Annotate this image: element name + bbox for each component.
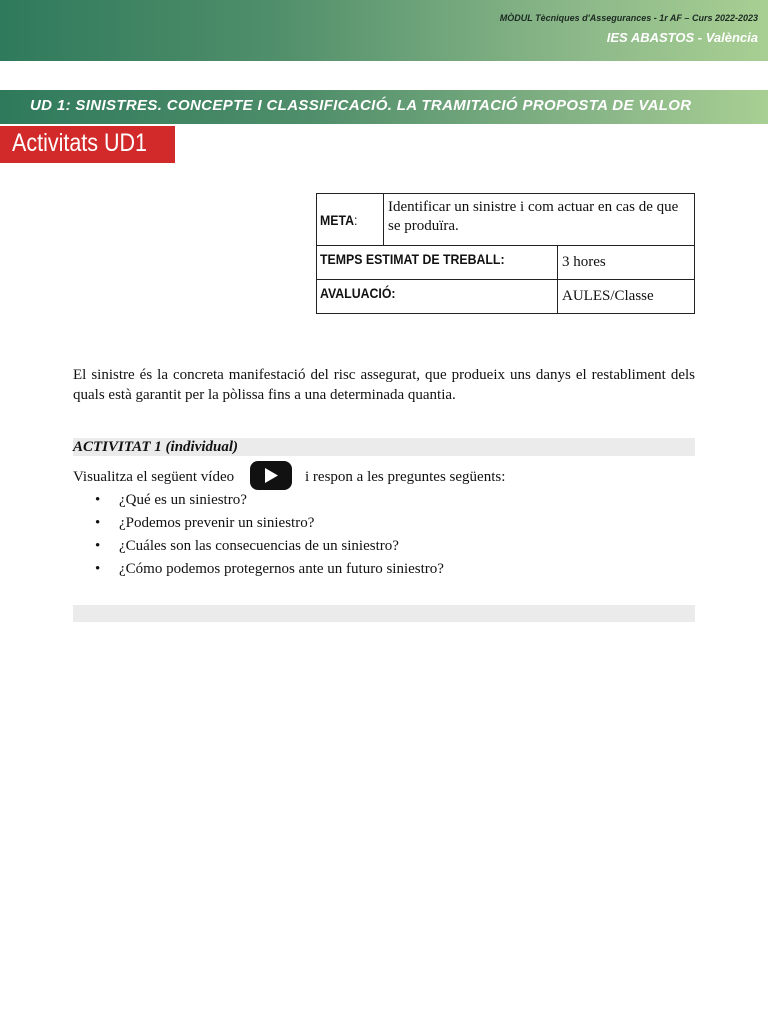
time-row xyxy=(317,246,695,280)
question-text: ¿Cuáles son las consecuencias de un siniestro? xyxy=(119,538,399,554)
unit-banner xyxy=(0,90,768,124)
bullet: • xyxy=(95,515,101,531)
meta-colon: : xyxy=(353,211,358,228)
question-text: ¿Cómo podemos protegernos ante un futuro siniestro? xyxy=(119,561,444,577)
time-label: TEMPS ESTIMAT DE TREBALL: xyxy=(320,251,505,267)
activities-tab-label: Activitats UD1 xyxy=(12,129,148,157)
meta-label-cell xyxy=(317,194,384,246)
activities-tab xyxy=(0,126,175,163)
eval-value: AULES/Classe xyxy=(558,280,695,314)
video-instruction-before: Visualitza el següent vídeo xyxy=(73,469,235,485)
bullet: • xyxy=(95,538,101,554)
question-text: ¿Podemos prevenir un siniestro? xyxy=(119,515,315,531)
bullet: • xyxy=(95,492,101,508)
intro-paragraph: El sinistre és la concreta manifestació del risc assegurat, que produeix uns danys el restabliment dels quals està garantit per la pòlissa fins a una determinada quantia. xyxy=(73,367,695,403)
activity-1-heading-bar xyxy=(73,438,695,456)
time-value: 3 hores xyxy=(558,246,695,280)
eval-row xyxy=(317,280,695,314)
list-item xyxy=(73,558,444,581)
eval-label: AVALUACIÓ: xyxy=(320,285,396,301)
list-item xyxy=(73,512,444,535)
page-header xyxy=(0,0,768,61)
unit-title: UD 1: SINISTRES. CONCEPTE I CLASSIFICACIÓ. LA TRAMITACIÓ PROPOSTA DE VALOR xyxy=(30,97,692,114)
play-video-button[interactable] xyxy=(250,461,292,490)
time-label-cell xyxy=(317,246,558,280)
meta-row xyxy=(317,194,695,246)
meta-label: META xyxy=(320,211,354,228)
questions-list xyxy=(73,489,444,581)
list-item xyxy=(73,535,444,558)
school-name: IES ABASTOS - València xyxy=(606,30,758,45)
section-divider-bar xyxy=(73,605,695,622)
bullet: • xyxy=(95,561,101,577)
video-instruction-after: i respon a les preguntes següents: xyxy=(305,469,506,485)
question-text: ¿Qué es un siniestro? xyxy=(119,492,247,508)
eval-label-cell xyxy=(317,280,558,314)
play-icon xyxy=(250,461,292,490)
module-info: MÒDUL Tècniques d'Assegurances - 1r AF – Curs 2022-2023 xyxy=(499,13,758,23)
meta-table xyxy=(316,193,695,314)
list-item xyxy=(73,489,444,512)
activity-1-heading: ACTIVITAT 1 (individual) xyxy=(73,439,239,455)
meta-value: Identificar un sinistre i com actuar en cas de que se produïra. xyxy=(384,194,695,246)
